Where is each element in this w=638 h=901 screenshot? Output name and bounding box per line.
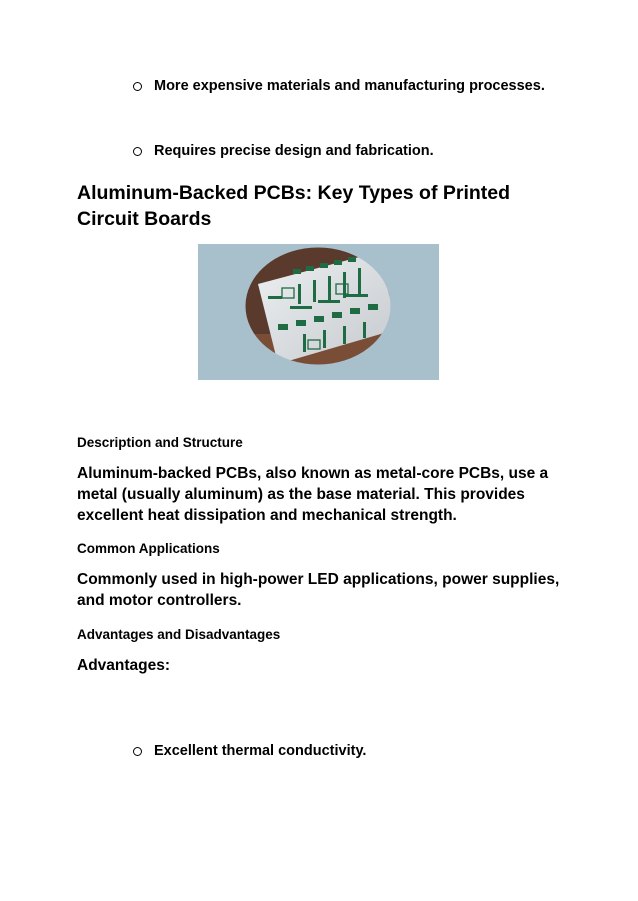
- bullet-text: Excellent thermal conductivity.: [154, 743, 367, 759]
- applications-text: Commonly used in high-power LED applications, power supplies, and motor controllers.: [77, 571, 560, 609]
- bullet-item-design: [133, 141, 434, 161]
- section-heading: Aluminum-Backed PCBs: Key Types of Printed Circuit Boards: [77, 182, 511, 230]
- pcb-board-illustration: [198, 244, 439, 380]
- hollow-circle-bullet-icon: [133, 82, 142, 91]
- description-heading: Description and Structure: [77, 435, 243, 450]
- applications-heading: Common Applications: [77, 541, 220, 556]
- advantages-label: Advantages:: [77, 657, 171, 674]
- hollow-circle-bullet-icon: [133, 747, 142, 756]
- bullet-text: More expensive materials and manufacturing processes.: [154, 78, 545, 94]
- description-text: Aluminum-backed PCBs, also known as metal-core PCBs, use a metal (usually aluminum) as the base material. This provides excellent heat dissipation and mechanical strength.: [77, 465, 549, 524]
- aluminum-pcb-photo: [198, 244, 439, 380]
- bullet-item-thermal: [133, 741, 366, 761]
- bullet-item-cost: [133, 76, 545, 96]
- hollow-circle-bullet-icon: [133, 147, 142, 156]
- advantages-disadvantages-heading: Advantages and Disadvantages: [77, 627, 281, 642]
- bullet-text: Requires precise design and fabrication.: [154, 143, 434, 159]
